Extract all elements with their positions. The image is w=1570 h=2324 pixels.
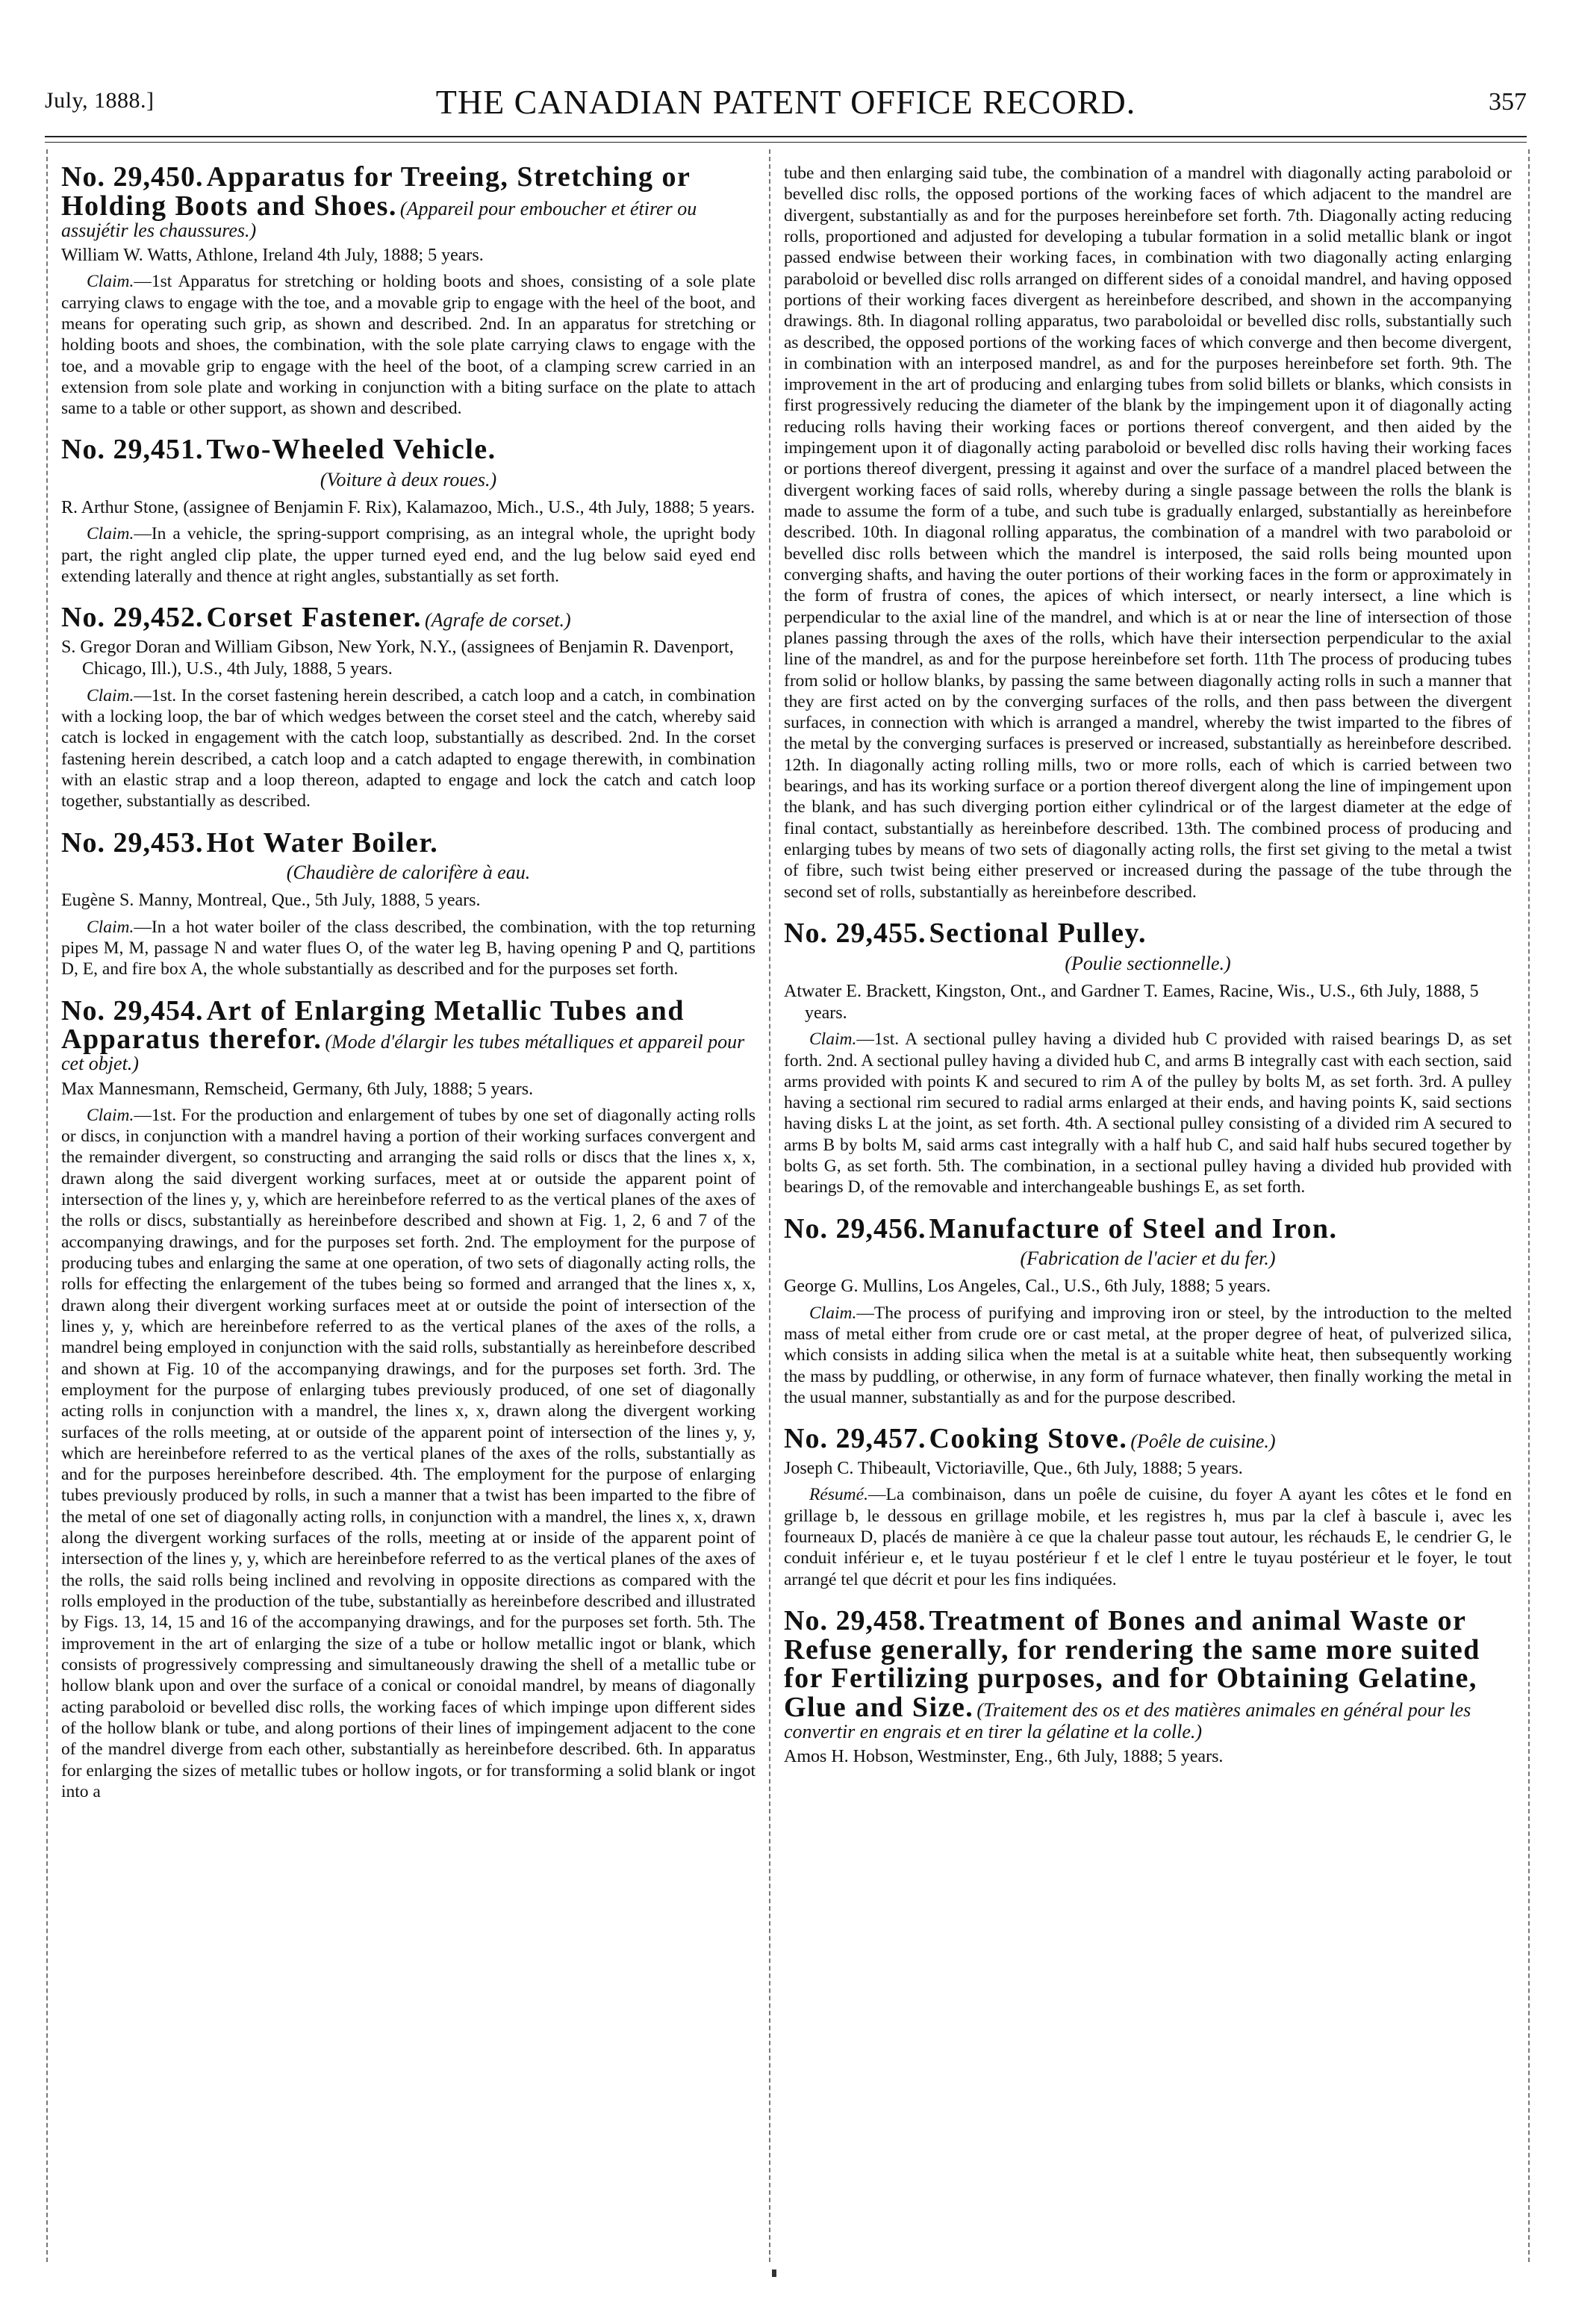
patent-number: No. 29,453. [61,826,204,859]
inventor-line: William W. Watts, Athlone, Ireland 4th July, 1888; 5 years. [61,246,484,266]
patent-number: No. 29,451. [61,434,204,466]
claim-body: —La combinaison, dans un poêle de cuisine, du foyer A ayant les côtes et le fond en grillage b, le dessous en grillage mobile, et les registres h, mus par la clef à bascule i, avec les fourneaux D, placés de manière à ce que la chaleur passe tout autour, les réchauds E, le cendrier G, le conduit inférieur e, et le tuyau postérieur f et le clef l entre le tuyau postérieur et le foyer, le tout arrangé tel que décrit et pour les fins indiquées. [784,1485,1512,1589]
claim-text [61,685,756,812]
patent-entry-29454 [61,994,756,1803]
patent-number: No. 29,452. [61,602,204,634]
patent-entry-29452 [61,603,756,811]
inventor-line: Joseph C. Thibeault, Victoriaville, Que., 6th July, 1888; 5 years. [784,1459,1243,1479]
inventor-line: Max Mannesmann, Remscheid, Germany, 6th July, 1888; 5 years. [61,1079,534,1099]
right-column [784,163,1512,2253]
patent-title: Art of Enlarging Metallic Tubes and Apparatus therefor. [61,994,685,1056]
entry-heading [61,603,756,632]
patent-entry-29456 [784,1212,1512,1409]
claim-text [784,1484,1512,1590]
inventor-line: R. Arthur Stone, (assignee of Benjamin F. Rix), Kalamazoo, Mich., U.S., 4th July, 1888; 5 years. [61,498,756,518]
claim-body: —In a vehicle, the spring-support comprising, as an integral whole, the upright body part, the right angled clip plate, the upper turned eyed end, and the lug below said eyed end extending laterally and thence at right angles, substantially as set forth. [61,524,756,587]
patent-number: No. 29,456. [784,1212,926,1244]
french-title: (Voiture à deux roues.) [320,469,497,491]
patent-title: Sectional Pulley. [929,917,1147,949]
claim-text [61,523,756,587]
claim-label: Claim. [809,1303,857,1323]
claim-body: —1st. For the production and enlargement of tubes by one set of diagonally acting rolls or discs, in conjunction with a mandrel having a portion of their working surfaces convergent and the remainder divergent, so constructing and arranging the said rolls or discs that the lines x, x, drawn along the said divergent working surfaces, meet at or outside the apparent point of intersection of the lines y, y, which are hereinbefore referred to as the vertical planes of the axes of the rolls or discs, substantially as hereinbefore described and shown at Fig. 1, 2, 6 and 7 of the accompanying drawings, and for the purposes set forth. 2nd. The employment for the purpose of producing tubes and enlarging the same at one operation, of two sets of diagonally acting rolls, the rolls for effecting the enlargement of the tubes being so formed and arranged that the lines x, x, drawn along their divergent working surfaces meet at or outside the point of intersection of the lines y, y, which are hereinbefore referred to as the vertical planes of the axes of the rolls, a mandrel being employed in conjunction with the said rolls, substantially as hereinbefore described and shown at Fig. 10 of the accompanying drawings, and for the purposes set forth. 3rd. The employment for the purpose of enlarging tubes previously produced, of one set of diagonally acting rolls in conjunction with a mandrel, the lines x, x, drawn along the divergent working surfaces of the rolls meeting, at or outside of the apparent point of intersection of the lines y, y, which are hereinbefore referred to as the vertical planes of the axes of the rolls, substantially as and for the purposes hereinbefore described. 4th. The employment for the purpose of enlarging tubes previously produced by rolls, in such a manner that a twist has been imparted to the fibre of the metal of one set of diagonally acting rolls, in conjunction with a mandrel, the lines x, x, drawn along the divergent working surfaces of the rolls, meeting at or inside of the apparent point of intersection of the lines y, y, which are hereinbefore referred to as the vertical planes of the axes of the rolls, the said rolls being inclined and revolving in opposite directions as compared with the rolls employed in the production of the tube, substantially as hereinbefore described and illustrated by Figs. 13, 14, 15 and 16 of the accompanying drawings, and for the purposes set forth. 5th. The improvement in the art of enlarging the size of a tube or hollow metallic ingot or blank, which consists of progressively compressing and simultaneously drawing the shell of a metallic tube or hollow blank upon and over the surface of a conical or conoidal mandrel, by means of diagonally acting paraboloid or bevelled disc rolls, the working faces of which impinge upon different sides of the hollow blank or tube, and along portions of their lines of impingement adjacent to the cone of the mandrel diverge from each other, substantially as hereinbefore described. 6th. In apparatus for enlarging the sizes of metallic tubes or hollow ingots, or for transforming a solid blank or ingot into a [61,1105,756,1801]
french-title: (Appareil pour emboucher et étirer ou assujétir les chaussures.) [61,197,697,241]
claim-label: Claim. [87,1105,134,1125]
french-title: (Poulie sectionnelle.) [1065,952,1231,974]
claim-body: —In a hot water boiler of the class described, the combination, with the top returning pipes M, M, passage N and water flues O, of the water leg B, having opening P and Q, partitions D, E, and fire box A, the whole substantially as described and for the purposes set forth. [61,917,756,979]
column-divider [769,149,772,2262]
header-rule-bottom [45,142,1527,143]
patent-title: Corset Fastener. [206,602,422,634]
claim-body: —1st. A sectional pulley having a divided hub C provided with raised bearings D, as set forth. 2nd. A sectional pulley having a divided hub C, and arms B integrally cast with each section, said arms provided with points K and secured to rim A of the pulley by bolts M, as set forth. 3rd. A pulley having a sectional rim secured to radial arms enlarged at their ends, and having points K, said sections having disks L at the joint, as set forth. 4th. A sectional pulley consisting of a divided rim A secured to arms B by bolts M, said arms cast integrally with a half hub C, and said half hubs secured together by bolts G, as set forth. 5th. The combination, in a sectional pulley having a divided hub provided with bearings D, of the removable and interchangeable bushings E, as set forth. [784,1029,1512,1197]
claim-continuation-29454: tube and then enlarging said tube, the combination of a mandrel with diagonally acting paraboloid or bevelled disc rolls, the opposed portions of the working faces of which adjacent to the mandrel are divergent, substantially as and for the purposes hereinbefore set forth. 7th. Diagonally acting reducing rolls, proportioned and adjusted for developing a tubular formation in a solid metallic blank or ingot passed endwise between their working faces, in combination with two diagonally acting enlarging paraboloid or bevelled disc rolls arranged on different sides of a conoidal mandrel, and having opposed portions of their working faces divergent as hereinbefore described, and shown in the accompanying drawings. 8th. In diagonal rolling apparatus, two paraboloidal or bevelled disc rolls, substantially such as described, the opposed portions of the working faces of which converge and then become divergent, in combination with an interposed mandrel, as and for the purposes hereinbefore set forth. 9th. The improvement in the art of producing and enlarging tubes from solid billets or blanks, which consists in first progressively reducing the diameter of the blank by the impingement upon it of diagonally acting reducing rolls having their working faces or portions thereof convergent, and then aided by the impingement upon it of diagonally acting paraboloid or bevelled disc rolls having their working faces or portions thereof divergent, pressing it against and over the surface of a mandrel placed between the divergent working faces of said rolls, whereby during a single passage between the rolls the blank is made to assume the form of a tube, and such tube is gradually enlarged, substantially as hereinbefore described. 10th. In diagonal rolling apparatus, the combination of a mandrel with two paraboloid or bevelled disc rolls between which the mandrel is interposed, the said rolls being mounted upon converging shafts, and having the outer portions of their working faces in the form or approximately in the form of frustra of cones, the apices of which intersect, or nearly intersect, a line which is perpendicular to the axial line of the mandrel, and which is at or near the line of intersection of those planes passing through the axes of the rolls, which have their intersection perpendicular to the axial line of the mandrel, as and for the purpose hereinbefore set forth. 11th The process of producing tubes from solid or hollow blanks, by passing the same between diagonally acting rolls in such a manner that they are first acted on by the converging surfaces of the rolls, and then pass between the divergent surfaces, in connection with which is arranged a mandrel, whereby the twist imparted to the fibres of the metal by the converging surfaces is preserved or increased, substantially as hereinbefore described. 12th. In diagonally acting rolling mills, two or more rolls, each of which is carried between two bearings, and has its working surface or a portion thereof divergent along the line of impingement upon the blank, and has such diverging portion either cylindrical or of the largest diameter at the edge of final contact, substantially as hereinbefore described. 13th. The combined process of producing and enlarging tubes by means of two sets of diagonally acting rolls, the first set giving to the metal a twist of fibre, such twist being either preserved or increased during the passage of the tube through the second set of rolls, substantially as hereinbefore described. [784,163,1512,902]
journal-title: THE CANADIAN PATENT OFFICE RECORD. [435,83,1136,121]
header-rule-top [45,136,1527,137]
claim-body: —1st. In the corset fastening herein described, a catch loop and a catch, in combination with a locking loop, the bar of which wedges between the corset steel and the catch, whereby said catch is locked in engagement with the catch loop, substantially as described. 2nd. In the corset fastening herein described, a catch loop and a catch adapted to engage therewith, in combination with an elastic strap and a loop thereon, adapted to engage and lock the catch and catch loop together, substantially as described. [61,685,756,811]
claim-text [784,1303,1512,1409]
french-title: (Poêle de cuisine.) [1130,1430,1276,1453]
french-title: (Traitement des os et des matières animales en général pour les convertir en engrais et en tirer la gélatine et la colle.) [784,1699,1471,1742]
entry-heading [784,1212,1512,1244]
patent-number: No. 29,455. [784,917,926,949]
french-title: (Fabrication de l'acier et du fer.) [1020,1247,1276,1270]
claim-label: Claim. [809,1029,857,1050]
patent-title: Hot Water Boiler. [206,826,439,859]
issue-date: July, 1888.] [45,88,155,113]
patent-entry-29453 [61,826,756,980]
left-column [61,163,756,2253]
claim-label: Claim. [87,272,134,292]
entry-heading [61,994,756,1075]
inventor-line: Eugène S. Manny, Montreal, Que., 5th July, 1888, 5 years. [61,891,481,911]
claim-label: Claim. [87,685,134,705]
claim-text [61,1105,756,1802]
patent-number: No. 29,457. [784,1423,926,1455]
page-number: 357 [1489,88,1527,116]
patent-number: No. 29,454. [61,994,204,1027]
patent-entry-29457 [784,1424,1512,1590]
patent-title: Apparatus for Treeing, Stretching or Holding Boots and Shoes. [61,163,691,222]
patent-title: Manufacture of Steel and Iron. [929,1212,1338,1244]
inventor-line: Atwater E. Brackett, Kingston, Ont., and Gardner T. Eames, Racine, Wis., U.S., 6th July, 1888, 5 years. [784,981,1479,1023]
print-mark [772,2270,776,2277]
patent-number: No. 29,450. [61,163,204,193]
running-head [45,82,1527,127]
french-title: (Agrafe de corset.) [424,609,571,632]
patent-title: Cooking Stove. [929,1423,1128,1455]
patent-entry-29450 [61,163,756,419]
inventor-line: George G. Mullins, Los Angeles, Cal., U.S., 6th July, 1888; 5 years. [784,1277,1271,1297]
claim-label: Claim. [87,917,134,937]
patent-number: No. 29,458. [784,1604,926,1636]
entry-heading [61,826,756,859]
french-title: (Chaudière de calorifère à eau. [286,862,531,884]
patent-title: Two-Wheeled Vehicle. [206,434,496,466]
french-title: (Mode d'élargir les tubes métalliques et appareil pour cet objet.) [61,1031,745,1075]
entry-heading [784,1424,1512,1454]
claim-text [61,917,756,980]
patent-title: Treatment of Bones and animal Waste or Refuse generally, for rendering the same more suited for Fertilizing purposes, and for Obtaining Gelatine, Glue and Size. [784,1604,1480,1724]
patent-entry-29458 [784,1604,1512,1769]
inventor-line: Amos H. Hobson, Westminster, Eng., 6th July, 1888; 5 years. [784,1747,1224,1767]
entry-heading [784,919,1512,948]
claim-text [61,271,756,419]
patent-entry-29451 [61,435,756,587]
claim-text [784,1029,1512,1198]
inventor-line: S. Gregor Doran and William Gibson, New York, N.Y., (assignees of Benjamin R. Davenport, Chicago, Ill.), U.S., 4th July, 1888, 5 years. [61,638,734,679]
claim-body: —1st Apparatus for stretching or holding boots and shoes, consisting of a sole plate carrying claws to engage with the toe, and a movable grip to engage with the heel of the boot, and means for operating such grip, as shown and described. 2nd. In an apparatus for stretching or holding boots and shoes, the combination, with the sole plate carrying claws to engage with the toe, and a movable grip to engage with the heel of the boot, of a clamping screw carried in an extension from sole plate and working in conjunction with a biting surface on the plate to attach same to a table or other support, as shown and described. [61,272,756,419]
entry-heading [61,163,756,240]
claim-label: Résumé. [809,1485,868,1505]
claim-label: Claim. [87,524,134,544]
claim-body: —The process of purifying and improving iron or steel, by the introduction to the melted mass of metal either from crude ore or cast metal, at the proper degree of heat, of pulverized silica, which consists in adding silica when the metal is at a suitable white heat, then subsequently working the mass by puddling, or otherwise, in any form of furnace whatever, then finally working the metal in the usual manner, substantially as and for the purpose described. [784,1303,1512,1407]
entry-heading [784,1604,1512,1742]
entry-heading [61,435,756,464]
patent-entry-29455 [784,919,1512,1198]
